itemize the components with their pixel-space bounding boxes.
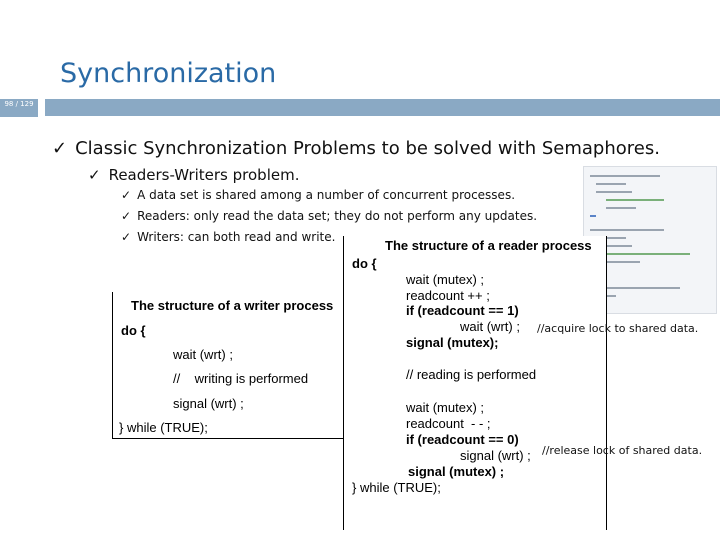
reader-code-line: if (readcount == 0) <box>406 432 519 447</box>
bullet-level3-item <box>121 188 515 202</box>
reader-code-line: } while (TRUE); <box>352 480 441 495</box>
bullet-level3-text: A data set is shared among a number of concurrent processes. <box>137 188 516 202</box>
reader-code-line: signal (mutex) ; <box>408 464 505 479</box>
writer-process-box <box>112 292 343 439</box>
bullet-level2-text: Readers-Writers problem. <box>108 166 300 184</box>
acquire-lock-comment: //acquire lock to shared data. <box>537 322 699 335</box>
reader-code-line: readcount - - ; <box>406 416 491 431</box>
reader-code-line: if (readcount == 1) <box>406 303 519 318</box>
reader-heading: The structure of a reader process <box>385 238 592 253</box>
bullet-level3-text: Readers: only read the data set; they do not perform any updates. <box>137 209 538 223</box>
slide-title: Synchronization <box>60 58 277 89</box>
check-icon: ✓ <box>121 209 132 223</box>
bullet-level3-text: Writers: can both read and write. <box>137 230 336 244</box>
reader-code-line: // reading is performed <box>406 367 537 382</box>
check-icon: ✓ <box>88 166 101 184</box>
writer-code-line: do { <box>121 323 146 338</box>
reader-process-box <box>343 236 607 530</box>
writer-code-line: signal (wrt) ; <box>173 396 244 411</box>
writer-heading: The structure of a writer process <box>131 298 334 313</box>
check-icon: ✓ <box>121 230 132 244</box>
bullet-level3-item <box>121 209 537 223</box>
bullet-level2 <box>88 166 299 184</box>
reader-code-line: readcount ++ ; <box>406 288 490 303</box>
check-icon: ✓ <box>52 138 68 159</box>
reader-code-line: do { <box>352 256 377 271</box>
release-lock-comment: //release lock of shared data. <box>542 444 703 457</box>
reader-code-line: signal (mutex); <box>406 335 499 350</box>
slide-number: 98 / 129 <box>0 99 38 117</box>
writer-code-line: wait (wrt) ; <box>173 347 233 362</box>
bullet-level1 <box>52 138 660 159</box>
bullet-level1-text: Classic Synchronization Problems to be solved with Semaphores. <box>75 138 660 159</box>
reader-code-line: wait (mutex) ; <box>406 272 485 287</box>
title-rule <box>45 99 720 116</box>
reader-code-line: wait (wrt) ; <box>460 319 520 334</box>
check-icon: ✓ <box>121 188 132 202</box>
writer-code-line: } while (TRUE); <box>119 420 208 435</box>
writer-code-line: // writing is performed <box>173 371 309 386</box>
reader-code-line: signal (wrt) ; <box>460 448 531 463</box>
reader-code-line: wait (mutex) ; <box>406 400 485 415</box>
bullet-level3-item <box>121 230 335 244</box>
